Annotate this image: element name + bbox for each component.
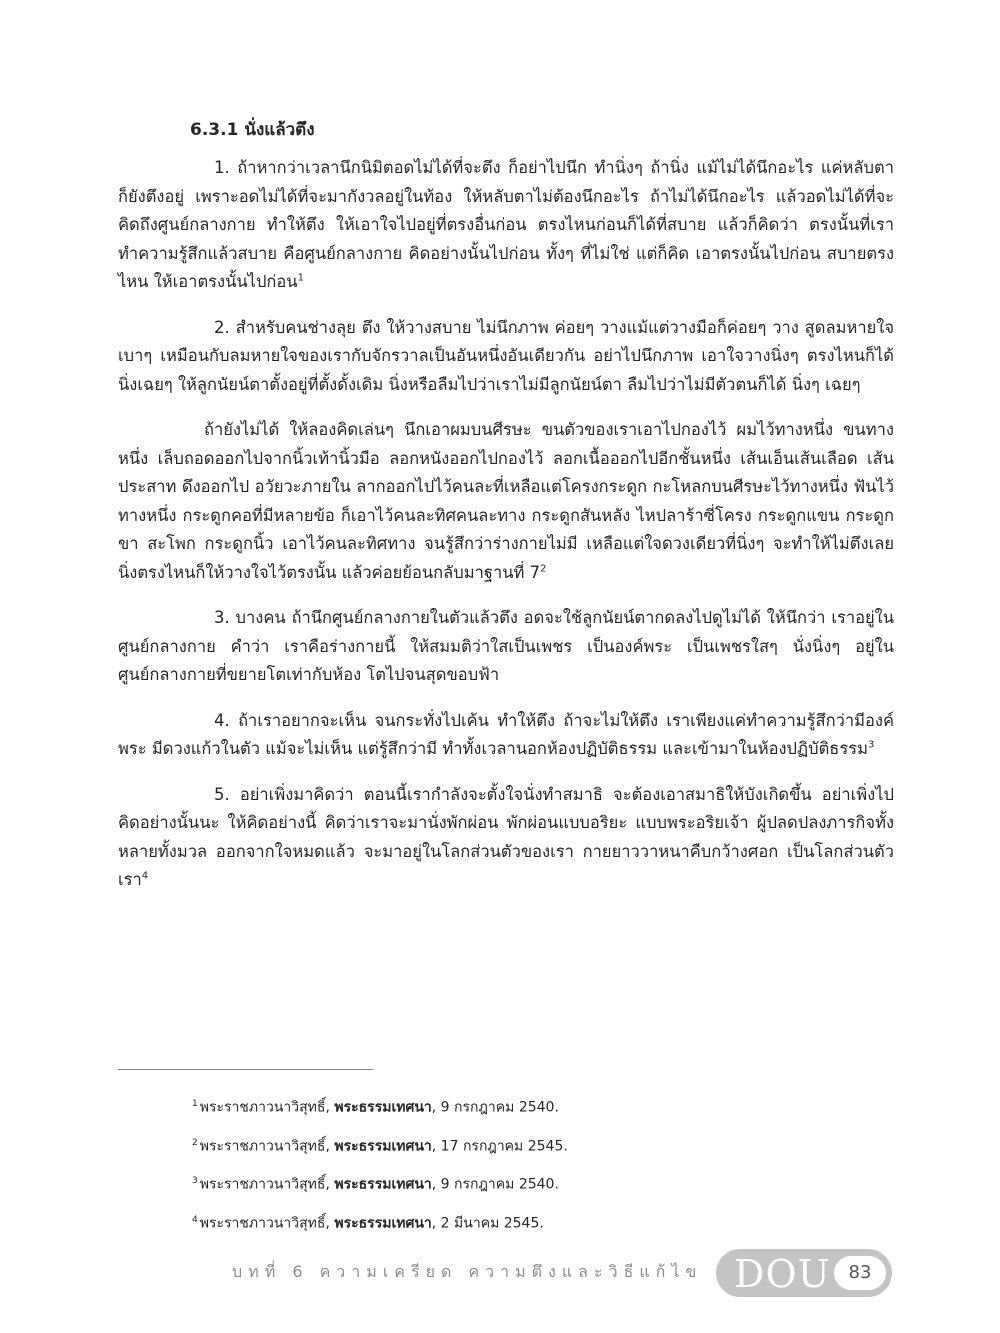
body-text: [118, 154, 894, 912]
paragraph-text: 1. ถ้าหากว่าเวลานึกนิมิตอดไม่ได้ที่จะตึง ก็อย่าไปนึก ทำนิ่งๆ ถ้านิ่ง แม้ไม่ได้นึกอะไร แค่หลับตา ก็ยังตึงอยู่ เพราะอดไม่ได้ที่จะมากังวลอยู่ในท้อง ให้หลับตาไม่ต้องนึกอะไร ถ้าไม่ได้นึกอะไร แล้วอดไม่ได้ที่จะคิดถึงศูนย์กลางกาย ทำให้ตึง ให้เอาใจไปอยู่ที่ตรงอื่นก่อน ตรงไหนก่อนก็ได้ที่สบาย แล้วก็คิดว่า ตรงนั้นที่เราทำความรู้สึกแล้วสบาย คือศูนย์กลางกาย คิดอย่างนั้นไปก่อน ทั้งๆ ที่ไม่ใช่ แต่ก็คิด เอาตรงนั้นไปก่อน สบายตรงไหน ให้เอาตรงนั้นไปก่อน: [118, 158, 894, 291]
paragraph-2-continued: [118, 416, 894, 587]
footnote-number: 3: [192, 1176, 198, 1187]
footnote-author: พระราชภาวนาวิสุทธิ์,: [199, 1099, 330, 1116]
page-number: 83: [834, 1256, 886, 1290]
footnotes: [192, 1093, 892, 1248]
paragraph-text: 2. สำหรับคนช่างลุย ตึง ให้วางสบาย ไม่นึกภาพ ค่อยๆ วางแม้แต่วางมือก็ค่อยๆ วาง สูดลมหายใจเบาๆ เหมือนกับลมหายใจของเรากับจักรวาลเป็นอันหนึ่งอันเดียวกัน อย่าไปนึกภาพ เอาใจวางนิ่งๆ ตรงไหนก็ได้ นิ่งเฉยๆ ให้ลูกนัยน์ตาตั้งอยู่ที่ตั้งดั้งเดิม นิ่งหรือลืมไปว่าเราไม่มีลูกนัยน์ตา ลืมไปว่าไม่มีตัวตนก็ได้ นิ่งๆ เฉยๆ: [118, 317, 894, 394]
footnote-number: 2: [192, 1137, 198, 1148]
section-heading: 6.3.1 นั่งแล้วตึง: [190, 120, 315, 140]
paragraph-2: [118, 314, 894, 400]
footnote-ref: 3: [867, 739, 875, 751]
footnote-4: [192, 1209, 892, 1235]
footnote-ref: 2: [540, 563, 547, 574]
footnote-date: , 9 กรกฎาคม 2540.: [431, 1176, 559, 1193]
paragraph-text: ถ้ายังไม่ได้ ให้ลองคิดเล่นๆ นึกเอาผมบนศีรษะ ขนตัวของเราเอาไปกองไว้ ผมไว้ทางหนึ่ง ขนทางหนึ่ง เล็บถอดออกไปจากนิ้วเท้านิ้วมือ ลอกหนังออกไปกองไว้ ลอกเนื้อออกไปอีกชั้นหนึ่ง เส้นเอ็นเส้นเลือด เส้นประสาท ดึงออกไป อวัยวะภายใน ลากออกไปไว้คนละที่เหลือแต่โครงกระดูก กะโหลกบนศีรษะไว้ทางหนึ่ง ฟันไว้ทางหนึ่ง กระดูกคอที่มีหลายข้อ ก็เอาไว้คนละทิศคนละทาง กระดูกสันหลัง ไหปลาร้าซี่โครง กระดูกแขน กระดูกขา สะโพก กระดูกนิ้ว เอาไว้คนละทิศทาง จนรู้สึกว่าร่างกายไม่มี เหลือแต่ใจดวงเดียวที่นิ่งๆ จะทำให้ไม่ตึงเลย นิ่งตรงไหนก็ให้วางใจไว้ตรงนั้น แล้วค่อยย้อนกลับมาฐานที่ 7: [118, 420, 894, 582]
footnote-number: 1: [192, 1099, 198, 1109]
footnote-number: 4: [192, 1214, 198, 1225]
footnote-ref: 1: [297, 272, 304, 284]
paragraph-text: 5. อย่าเพิ่งมาคิดว่า ตอนนี้เรากำลังจะตั้งใจนั่งทำสมาธิ จะต้องเอาสมาธิให้บังเกิดขึ้น อย่าเพิ่งไปคิดอย่างนั้นนะ ให้คิดอย่างนี้ คิดว่าเราจะมานั่งพักผ่อน พักผ่อนแบบอริยะ แบบพระอริยเจ้า ผู้ปลดปลงภารกิจทั้งหลายทั้งมวล ออกจากใจหมดแล้ว จะมาอยู่ในโลกส่วนตัวของเรา กายยาววาหนาคืบกว้างศอก เป็นโลกส่วนตัวเรา: [118, 784, 894, 889]
footnote-divider: [118, 1069, 373, 1070]
footnote-2: [192, 1132, 892, 1158]
footnote-author: พระราชภาวนาวิสุทธิ์,: [199, 1176, 330, 1193]
footnote-date: , 2 มีนาคม 2545.: [431, 1215, 544, 1232]
footnote-title: พระธรรมเทศนา: [334, 1215, 432, 1232]
paragraph-4: [118, 707, 894, 764]
paragraph-5: [118, 781, 894, 895]
footnote-3: [192, 1170, 892, 1196]
paragraph-text: 4. ถ้าเราอยากจะเห็น จนกระทั่งไปเค้น ทำให้ตึง ถ้าจะไม่ให้ตึง เราเพียงแค่ทำความรู้สึกว่ามีองค์พระ มีดวงแก้วในตัว แม้จะไม่เห็น แต่รู้สึกว่ามี ทำทั้งเวลานอกห้องปฏิบัติธรรม และเข้ามาในห้องปฏิบัติธรรม: [118, 710, 894, 758]
footnote-author: พระราชภาวนาวิสุทธิ์,: [199, 1215, 330, 1232]
footnote-date: , 9 กรกฎาคม 2540.: [431, 1099, 559, 1116]
footnote-1: [192, 1093, 892, 1119]
paragraph-3: [118, 604, 894, 690]
footnote-title: พระธรรมเทศนา: [334, 1099, 432, 1116]
footnote-date: , 17 กรกฎาคม 2545.: [431, 1138, 568, 1155]
footnote-title: พระธรรมเทศนา: [334, 1138, 432, 1155]
paragraph-1: [118, 154, 894, 297]
footnote-author: พระราชภาวนาวิสุทธิ์,: [199, 1138, 330, 1155]
footnote-title: พระธรรมเทศนา: [334, 1176, 432, 1193]
footnote-ref: 4: [141, 870, 149, 882]
chapter-title-footer: บทที่ 6 ความเครียด ความตึงและวิธีแก้ไข: [232, 1262, 703, 1281]
paragraph-text: 3. บางคน ถ้านึกศูนย์กลางกายในตัวแล้วตึง อดจะใช้ลูกนัยน์ตากดลงไปดูไม่ได้ ให้นึกว่า เราอยู่ในศูนย์กลางกาย คำว่า เราคือร่างกายนี้ ให้สมมติว่าใสเป็นเพชร เป็นองค์พระ เป็นเพชรใสๆ นั่งนิ่งๆ อยู่ในศูนย์กลางกายที่ขยายโตเท่ากับห้อง โตไปจนสุดขอบฟ้า: [118, 608, 894, 684]
dou-logo: DOU: [734, 1252, 831, 1296]
page-badge: [716, 1249, 892, 1297]
